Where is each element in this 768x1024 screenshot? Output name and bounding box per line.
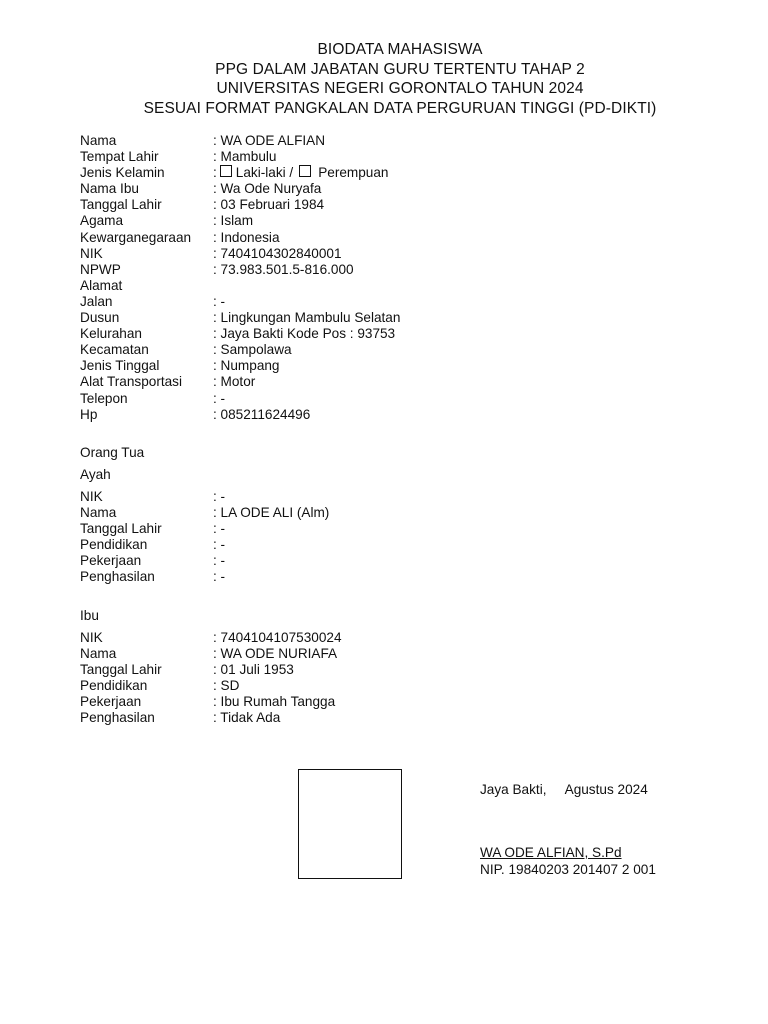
field-nama (80, 133, 400, 149)
field-label: Tanggal Lahir (80, 521, 162, 537)
field-value: : - (213, 569, 226, 585)
field-kecamatan (80, 342, 400, 358)
field-value: : WA ODE NURIAFA (213, 646, 338, 662)
ibu-field-tanggal-lahir (80, 662, 342, 678)
field-value: : 01 Juli 1953 (213, 662, 294, 678)
orang-tua-heading: Orang Tua (80, 445, 145, 460)
field-label: Hp (80, 406, 98, 422)
format-subtitle: SESUAI FORMAT PANGKALAN DATA PERGURUAN TINGGI (PD-DIKTI) (143, 99, 657, 117)
field-value: : Motor (213, 374, 256, 390)
field-alamat (80, 278, 400, 294)
field-tanggal-lahir (80, 197, 400, 213)
student-biodata (80, 133, 400, 423)
field-value: : 085211624496 (213, 406, 311, 422)
field-label: Kecamatan (80, 342, 149, 358)
field-value: : Ibu Rumah Tangga (213, 694, 336, 710)
field-jalan (80, 294, 400, 310)
field-value: : SD (213, 678, 240, 694)
field-label: Nama (80, 505, 117, 521)
field-label: Jenis Tinggal (80, 358, 160, 374)
field-value: : WA ODE ALFIAN (213, 133, 326, 148)
field-jenis-kelamin (80, 165, 400, 181)
field-label: Pekerjaan (80, 553, 142, 569)
field-label: Alamat (80, 277, 123, 293)
field-label: Alat Transportasi (80, 374, 182, 390)
field-label: Dusun (80, 310, 120, 326)
field-value: : Numpang (213, 358, 280, 374)
field-value: : - (213, 489, 226, 504)
field-tempat-lahir (80, 149, 400, 165)
field-value: : Indonesia (213, 229, 280, 245)
field-label: Tanggal Lahir (80, 197, 162, 213)
document-title: BIODATA MAHASISWA (317, 41, 483, 58)
field-label: Agama (80, 213, 124, 229)
ayah-field-tanggal-lahir (80, 521, 329, 537)
field-label: Penghasilan (80, 569, 155, 585)
field-label: Tanggal Lahir (80, 662, 162, 678)
field-hp (80, 407, 400, 423)
field-value: : - (213, 521, 226, 537)
field-label: NIK (80, 489, 103, 504)
ayah-field-pekerjaan (80, 553, 329, 569)
field-label: Nama (80, 646, 117, 662)
field-alat-transportasi (80, 374, 400, 390)
field-value: : Jaya Bakti Kode Pos : 93753 (213, 326, 396, 342)
program-title: PPG DALAM JABATAN GURU TERTENTU TAHAP 2 (215, 60, 585, 78)
field-label: Jalan (80, 293, 113, 309)
field-label: Nama Ibu (80, 181, 139, 197)
document-header (0, 40, 768, 118)
field-value: : - (213, 390, 226, 406)
photo-placeholder (298, 769, 402, 879)
field-label: Jenis Kelamin (80, 165, 165, 181)
ibu-heading: Ibu (80, 608, 99, 623)
field-value: : LA ODE ALI (Alm) (213, 505, 330, 521)
ibu-field-nik (80, 630, 342, 646)
field-separator: : (213, 165, 217, 181)
field-agama (80, 213, 400, 229)
ayah-field-nik (80, 489, 329, 505)
ibu-field-nama (80, 646, 342, 662)
field-label: Kewarganegaraan (80, 229, 192, 245)
field-label: Telepon (80, 390, 128, 406)
field-label: Tempat Lahir (80, 149, 159, 165)
field-value: : Mambulu (213, 149, 277, 165)
field-value: : 03 Februari 1984 (213, 197, 325, 213)
field-value: : Wa Ode Nuryafa (213, 181, 322, 197)
place-date: Jaya Bakti, Agustus 2024 (480, 782, 648, 797)
field-label: NIK (80, 245, 103, 261)
field-npwp (80, 262, 400, 278)
field-dusun (80, 310, 400, 326)
field-value: : Tidak Ada (213, 710, 281, 726)
male-option-label: Laki-laki / (235, 165, 294, 181)
field-jenis-tinggal (80, 358, 400, 374)
field-label: Pendidikan (80, 537, 148, 553)
university-title: UNIVERSITAS NEGERI GORONTALO TAHUN 2024 (216, 80, 584, 97)
field-kelurahan (80, 326, 400, 342)
field-label: Nama (80, 133, 117, 148)
signatory-nip: NIP. 19840203 201407 2 001 (480, 862, 656, 877)
field-value: : - (213, 293, 226, 309)
ibu-field-penghasilan (80, 710, 342, 726)
field-value: : 73.983.501.5-816.000 (213, 261, 354, 277)
field-label: Pendidikan (80, 678, 148, 694)
female-option-label: Perempuan (318, 165, 389, 181)
field-label: NIK (80, 630, 103, 645)
ibu-biodata (80, 630, 342, 727)
field-value: : 7404104302840001 (213, 245, 342, 261)
ayah-field-nama (80, 505, 329, 521)
field-label: Pekerjaan (80, 694, 142, 710)
field-telepon (80, 391, 400, 407)
ayah-biodata (80, 489, 329, 586)
field-value: : - (213, 537, 226, 553)
ayah-heading: Ayah (80, 467, 111, 482)
ibu-field-pendidikan (80, 678, 342, 694)
ibu-field-pekerjaan (80, 694, 342, 710)
field-label: NPWP (80, 261, 121, 277)
field-nama-ibu (80, 181, 400, 197)
field-nik (80, 246, 400, 262)
female-checkbox[interactable] (299, 165, 311, 177)
field-value: : - (213, 553, 226, 569)
field-label: Kelurahan (80, 326, 142, 342)
ayah-field-pendidikan (80, 537, 329, 553)
field-label: Penghasilan (80, 710, 155, 726)
male-checkbox[interactable] (220, 165, 232, 177)
field-value: : 7404104107530024 (213, 630, 342, 645)
field-value: : Sampolawa (213, 342, 292, 358)
field-value: : Islam (213, 213, 254, 229)
field-value: : Lingkungan Mambulu Selatan (213, 310, 401, 326)
ayah-field-penghasilan (80, 569, 329, 585)
field-kewarganegaraan (80, 230, 400, 246)
signatory-name: WA ODE ALFIAN, S.Pd (480, 845, 622, 860)
